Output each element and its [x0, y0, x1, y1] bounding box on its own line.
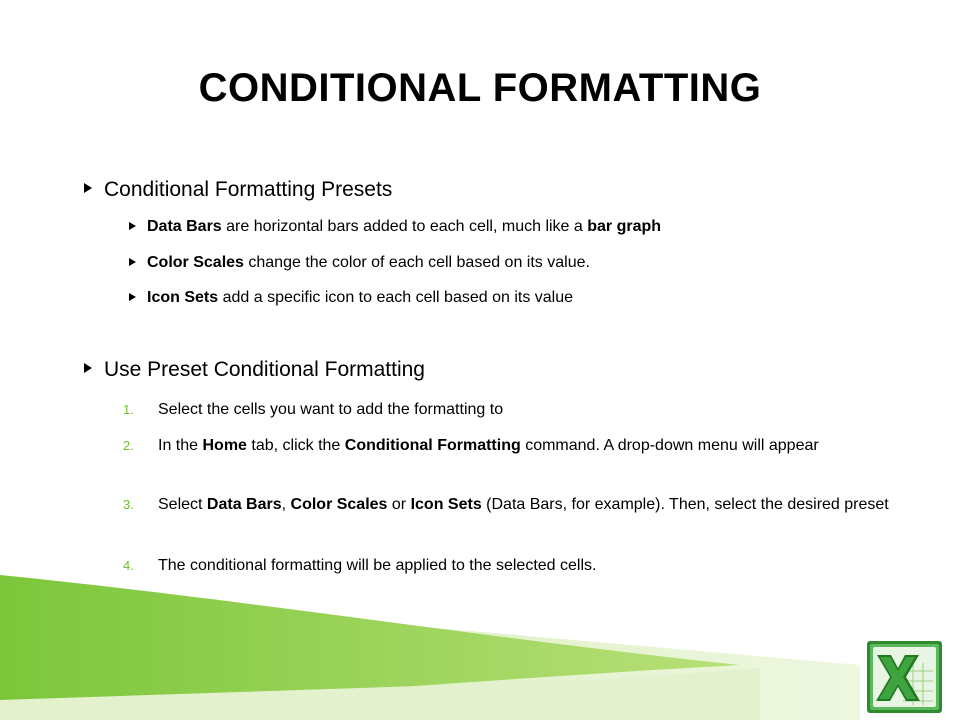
triangle-right-icon: [84, 183, 92, 193]
step-number: 3.: [123, 497, 134, 512]
step-term: Color Scales: [290, 496, 388, 513]
step-text-part: command. A drop-down menu will appear: [520, 437, 819, 454]
bullet-term: Color Scales: [147, 254, 244, 271]
bullet-term: Data Bars: [147, 218, 222, 235]
step-term: Home: [202, 437, 247, 454]
triangle-right-icon: [129, 222, 136, 230]
step-number: 4.: [123, 558, 134, 573]
step-text: [158, 398, 893, 421]
step-text: [158, 434, 893, 457]
step-text-part: The conditional formatting will be applied to the selected cells.: [158, 557, 597, 574]
step-item: [123, 493, 893, 516]
bullet-term: Icon Sets: [147, 289, 219, 306]
bullet-text: change the color of each cell based on its value.: [243, 254, 590, 271]
section-heading-presets: [84, 178, 392, 202]
step-text-part: (Data Bars, for example). Then, select the desired preset: [481, 496, 889, 513]
step-text-part: tab, click the: [246, 437, 345, 454]
step-item: [123, 554, 893, 577]
step-item: [123, 398, 893, 421]
triangle-right-icon: [129, 293, 136, 301]
step-text: [158, 554, 893, 577]
bullet-color-scales: [129, 254, 590, 272]
step-number: 2.: [123, 438, 134, 453]
bullet-data-bars: [129, 218, 661, 236]
step-text-part: Select: [158, 496, 207, 513]
step-term: Data Bars: [206, 496, 282, 513]
step-term: Icon Sets: [410, 496, 482, 513]
step-item: [123, 434, 893, 457]
step-text: [158, 493, 893, 516]
bullet-text: are horizontal bars added to each cell, much like a: [221, 218, 588, 235]
triangle-right-icon: [129, 258, 136, 266]
section-heading-text: Use Preset Conditional Formatting: [104, 358, 425, 381]
step-text-part: ,: [281, 496, 291, 513]
step-text-part: Select the cells you want to add the formatting to: [158, 401, 504, 418]
triangle-right-icon: [84, 363, 92, 373]
excel-logo-icon: [867, 641, 942, 713]
bullet-icon-sets: [129, 289, 573, 307]
slide-title: CONDITIONAL FORMATTING: [198, 66, 762, 110]
bullet-text: add a specific icon to each cell based on its value: [218, 289, 574, 306]
step-number: 1.: [123, 402, 134, 417]
step-text-part: In the: [158, 437, 203, 454]
step-term: Conditional Formatting: [344, 437, 521, 454]
section-heading-text: Conditional Formatting Presets: [104, 178, 393, 201]
section-heading-use-preset: [84, 358, 425, 382]
bullet-term: bar graph: [587, 218, 662, 235]
step-text-part: or: [387, 496, 411, 513]
